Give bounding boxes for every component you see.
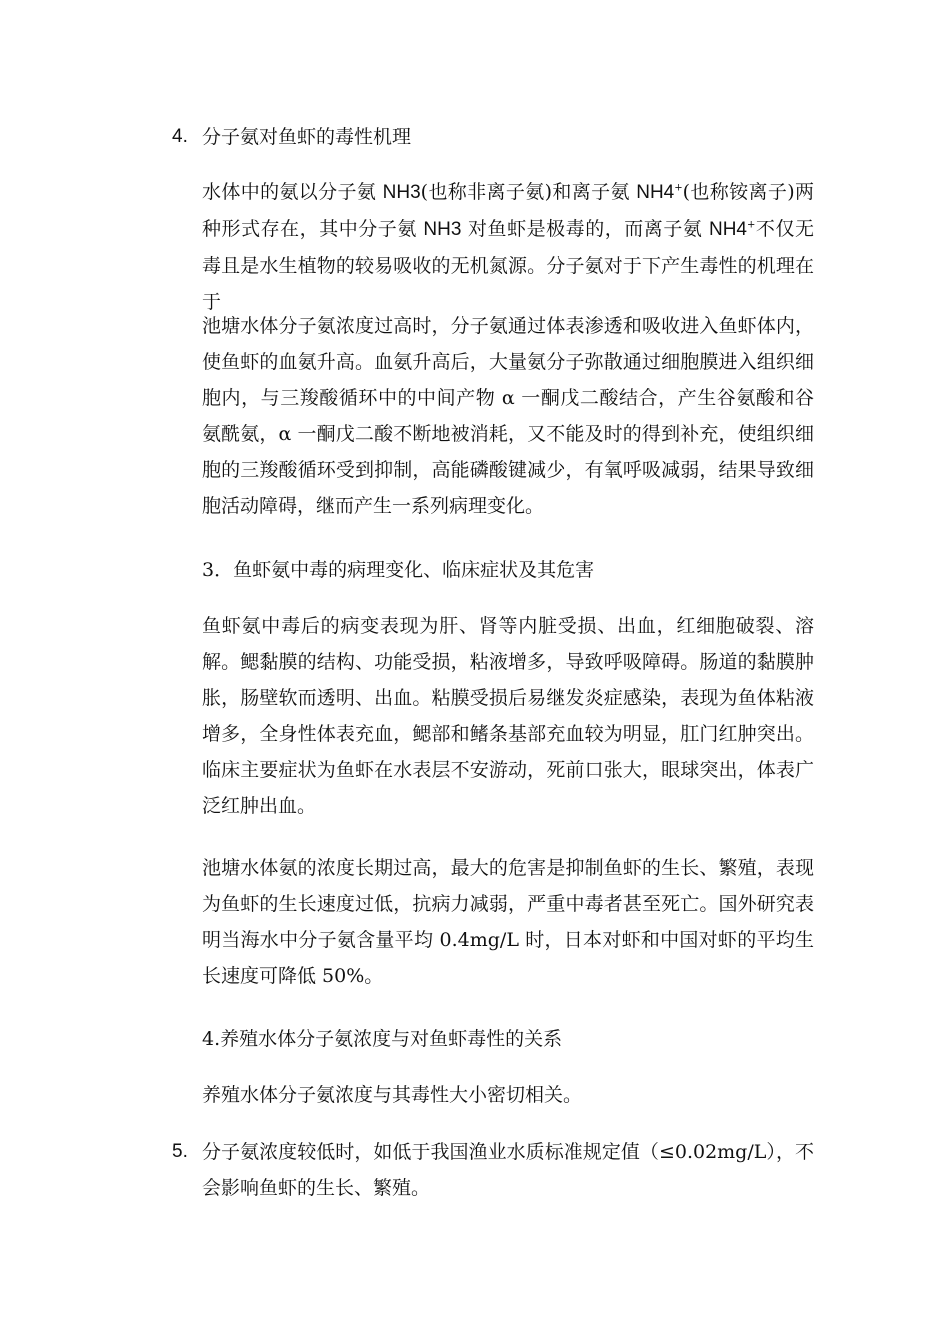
paragraph-ammonia-forms: 水体中的氨以分子氨 NH3(也称非离子氨)和离子氨 NH4+(也称铵离子)两种形式存在，其中分子氨 NH3 对鱼虾是极毒的，而离子氨 NH4+不仅无毒且是水生植物的较易吸收的无机氮源。分子氨对于下产生毒性的机理在于 <box>202 181 814 313</box>
section-heading-3: 3．鱼虾氨中毒的病理变化、临床症状及其危害 <box>202 559 595 581</box>
list-item-5 <box>172 1134 814 1206</box>
list-item-text: 分子氨浓度较低时，如低于我国渔业水质标准规定值（≤0.02mg/L），不会影响鱼虾的生长、繁殖。 <box>202 1141 814 1199</box>
section-heading-4 <box>172 119 814 155</box>
paragraph-pathology: 鱼虾氨中毒后的病变表现为肝、肾等内脏受损、出血，红细胞破裂、溶解。鳃黏膜的结构、功能受损，粘液增多，导致呼吸障碍。肠道的黏膜肿胀，肠壁软而透明、出血。粘膜受损后易继发炎症感染，表现为鱼体粘液增多，全身性体表充血，鳃部和鳍条基部充血较为明显，肛门红肿突出。临床主要症状为鱼虾在水表层不安游动，死前口张大，眼球突出，体表广泛红肿出血。 <box>202 615 814 817</box>
list-number: 5. <box>172 1141 188 1162</box>
section-heading-4b: 4.养殖水体分子氨浓度与对鱼虾毒性的关系 <box>202 1028 563 1050</box>
paragraph-concentration: 养殖水体分子氨浓度与其毒性大小密切相关。 <box>202 1084 583 1106</box>
list-number: 4. <box>172 126 188 147</box>
paragraph-toxicity-mechanism: 池塘水体分子氨浓度过高时，分子氨通过体表渗透和吸收进入鱼虾体内，使鱼虾的血氨升高。血氨升高后，大量氨分子弥散通过细胞膜进入组织细胞内，与三羧酸循环中的中间产物 α 一酮戊二酸结合，产生谷氨酸和谷氨酰氨，α 一酮戊二酸不断地被消耗，又不能及时的得到补充，使组织细胞的三羧酸循环受到抑制，高能磷酸键减少，有氧呼吸减弱，结果导致细胞活动障碍，继而产生一系列病理变化。 <box>202 315 814 517</box>
heading-text: 分子氨对鱼虾的毒性机理 <box>202 126 412 148</box>
paragraph-harm: 池塘水体氨的浓度长期过高，最大的危害是抑制鱼虾的生长、繁殖，表现为鱼虾的生长速度过低，抗病力减弱，严重中毒者甚至死亡。国外研究表明当海水中分子氨含量平均 0.4mg/L 时，日本对虾和中国对虾的平均生长速度可降低 50%。 <box>202 857 814 987</box>
